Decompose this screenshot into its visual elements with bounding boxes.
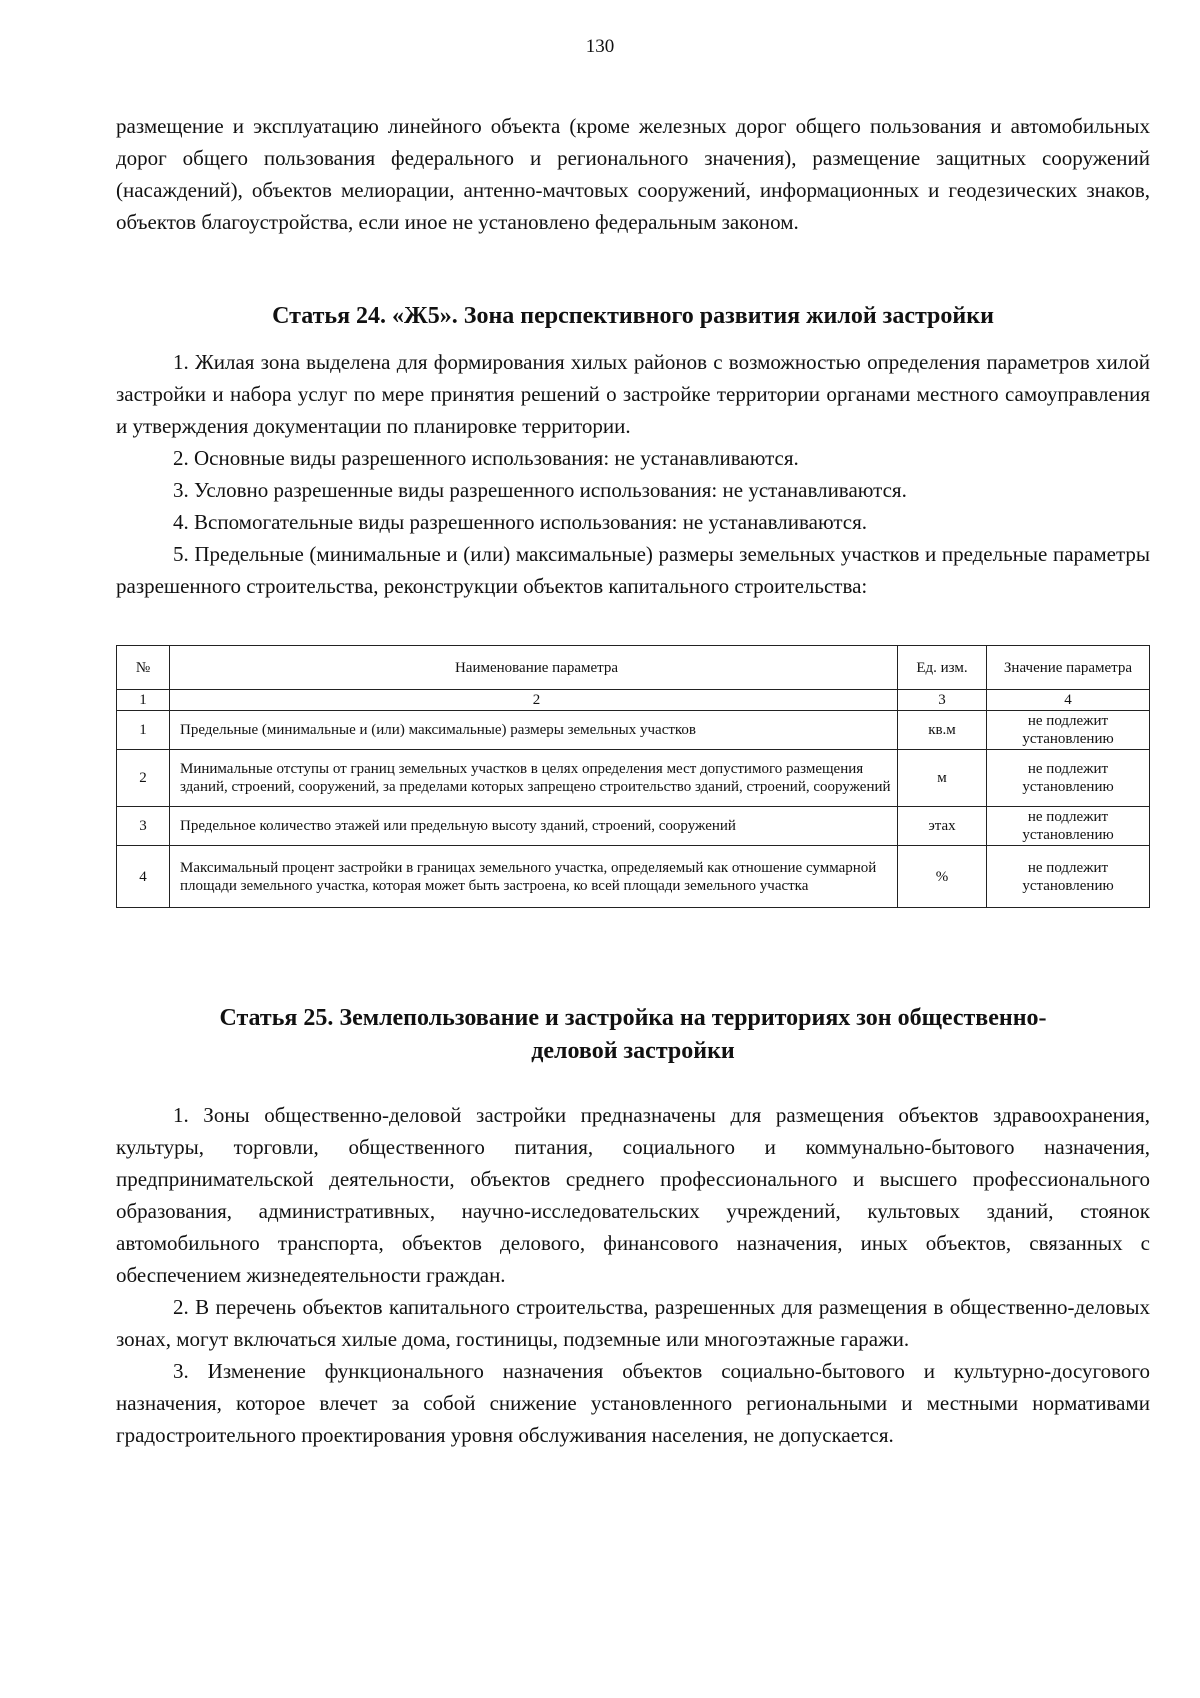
- article-25-heading-line-2: деловой застройки: [531, 1038, 735, 1064]
- header-number: №: [117, 646, 170, 690]
- continuation-paragraph: размещение и эксплуатацию линейного объекта (кроме железных дорог общего пользования и автомобильных дорог общего пользования федерального и регионального значения), размещение защитных сооружений (насаждений), объектов мелиорации, антенно-мачтовых сооружений, информационных и геодезических знаков, объектов благоустройства, если иное не установлено федеральным законом.: [116, 114, 1150, 234]
- column-number: 2: [170, 690, 898, 711]
- table-row: [117, 807, 1150, 846]
- row-parameter-name: Предельные (минимальные и (или) максимальные) размеры земельных участков: [170, 711, 898, 750]
- article-24-paragraph-4: 4. Вспомогательные виды разрешенного использования: не устанавливаются.: [173, 510, 868, 534]
- row-value: не подлежит установлению: [987, 807, 1150, 846]
- article-24-heading: Статья 24. «Ж5». Зона перспективного развития жилой застройки: [272, 303, 994, 329]
- row-number: 4: [117, 846, 170, 908]
- row-parameter-name: Максимальный процент застройки в границах земельного участка, определяемый как отношение суммарной площади земельного участка, которая может быть застроена, ко всей площади земельного участка: [170, 846, 898, 908]
- row-unit: %: [898, 846, 987, 908]
- row-number: 2: [117, 750, 170, 807]
- header-unit: Ед. изм.: [898, 646, 987, 690]
- header-parameter-name: Наименование параметра: [170, 646, 898, 690]
- table-row: [117, 711, 1150, 750]
- column-number: 4: [987, 690, 1150, 711]
- table-row: [117, 750, 1150, 807]
- continuation-section: [116, 110, 1150, 238]
- article-25-paragraph-2: 2. В перечень объектов капитального строительства, разрешенных для размещения в общественно-деловых зонах, могут включаться хилые дома, гостиницы, подземные или многоэтажные гаражи.: [116, 1295, 1150, 1351]
- row-number: 1: [117, 711, 170, 750]
- parameters-table: [116, 645, 1150, 908]
- article-24-paragraph-2: 2. Основные виды разрешенного использования: не устанавливаются.: [173, 446, 799, 470]
- row-value: не подлежит установлению: [987, 750, 1150, 807]
- header-value: Значение параметра: [987, 646, 1150, 690]
- row-value: не подлежит установлению: [987, 711, 1150, 750]
- row-parameter-name: Минимальные отступы от границ земельных участков в целях определения мест допустимого размещения зданий, строений, сооружений, за пределами которых запрещено строительство зданий, строений, сооружений: [170, 750, 898, 807]
- article-25-heading-line-1: Статья 25. Землепользование и застройка на территориях зон общественно-: [219, 1005, 1047, 1031]
- table-row: [117, 846, 1150, 908]
- column-number: 1: [117, 690, 170, 711]
- article-25-heading-block: [116, 1002, 1150, 1068]
- article-24-paragraph-5: 5. Предельные (минимальные и (или) максимальные) размеры земельных участков и предельные параметры разрешенного строительства, реконструкции объектов капитального строительства:: [116, 542, 1150, 598]
- row-parameter-name: Предельное количество этажей или предельную высоту зданий, строений, сооружений: [170, 807, 898, 846]
- row-unit: м: [898, 750, 987, 807]
- article-24-paragraph-3: 3. Условно разрешенные виды разрешенного использования: не устанавливаются.: [173, 478, 907, 502]
- column-number: 3: [898, 690, 987, 711]
- row-number: 3: [117, 807, 170, 846]
- article-24-heading-block: [116, 300, 1150, 333]
- table-header-row: [117, 646, 1150, 690]
- article-24-body: [116, 346, 1150, 602]
- article-25-paragraph-1: 1. Зоны общественно-деловой застройки предназначены для размещения объектов здравоохранения, культуры, торговли, общественного питания, социального и коммунально-бытового назначения, предпринимательской деятельности, объектов среднего профессионального и высшего профессионального образования, административных, научно-исследовательских учреждений, культовых зданий, стоянок автомобильного транспорта, объектов делового, финансового назначения, иных объектов, связанных с обеспечением жизнедеятельности граждан.: [116, 1103, 1150, 1287]
- table-column-numbers-row: [117, 690, 1150, 711]
- article-25-paragraph-3: 3. Изменение функционального назначения объектов социально-бытового и культурно-досугового назначения, которое влечет за собой снижение установленного региональными и местными нормативами градостроительного проектирования уровня обслуживания населения, не допускается.: [116, 1359, 1150, 1447]
- row-unit: кв.м: [898, 711, 987, 750]
- row-value: не подлежит установлению: [987, 846, 1150, 908]
- row-unit: этах: [898, 807, 987, 846]
- page-number: 130: [585, 36, 615, 57]
- article-25-body: [116, 1099, 1150, 1451]
- article-24-paragraph-1: 1. Жилая зона выделена для формирования хилых районов с возможностью определения параметров хилой застройки и набора услуг по мере принятия решений о застройке территории органами местного самоуправления и утверждения документации по планировке территории.: [116, 350, 1150, 438]
